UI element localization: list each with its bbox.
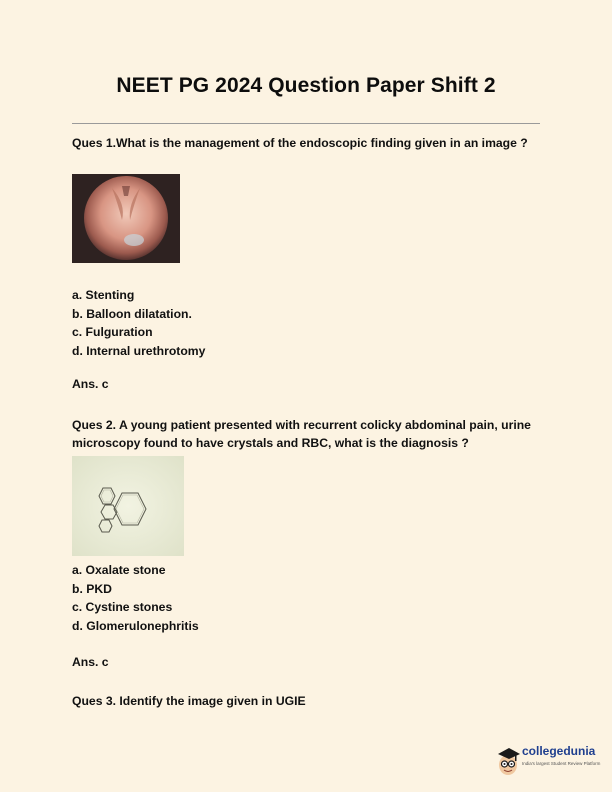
logo-tagline: India's largest Student Review Platform <box>522 761 601 766</box>
question-3-text: Ques 3. Identify the image given in UGIE <box>72 694 306 708</box>
page-title: NEET PG 2024 Question Paper Shift 2 <box>116 74 496 97</box>
question-2-options <box>72 561 199 635</box>
title-divider <box>72 123 540 124</box>
q2-option-a: a. Oxalate stone <box>72 563 166 577</box>
question-1-answer: Ans. c <box>72 377 109 391</box>
question-1-options <box>72 286 205 360</box>
question-2-answer: Ans. c <box>72 655 109 669</box>
q1-option-c: c. Fulguration <box>72 325 153 339</box>
endoscopic-image <box>72 174 180 263</box>
q1-option-d: d. Internal urethrotomy <box>72 343 206 358</box>
q2-option-b: b. PKD <box>72 581 112 596</box>
question-2-text: Ques 2. A young patient presented with recurrent colicky abdominal pain, urine microscopy found to have crystals and RBC, what is the diagnosis ? <box>72 418 531 450</box>
urine-crystal-micrograph <box>72 456 184 556</box>
q1-option-a: a. Stenting <box>72 288 135 302</box>
logo-mascot-icon <box>496 740 522 776</box>
q1-option-b: b. Balloon dilatation. <box>72 306 192 321</box>
question-1-text: Ques 1.What is the management of the endoscopic finding given in an image ? <box>72 136 528 150</box>
q2-option-d: d. Glomerulonephritis <box>72 618 199 633</box>
q2-option-c: c. Cystine stones <box>72 600 173 614</box>
logo-wordmark: collegedunia <box>522 744 596 758</box>
collegedunia-logo <box>496 740 600 776</box>
